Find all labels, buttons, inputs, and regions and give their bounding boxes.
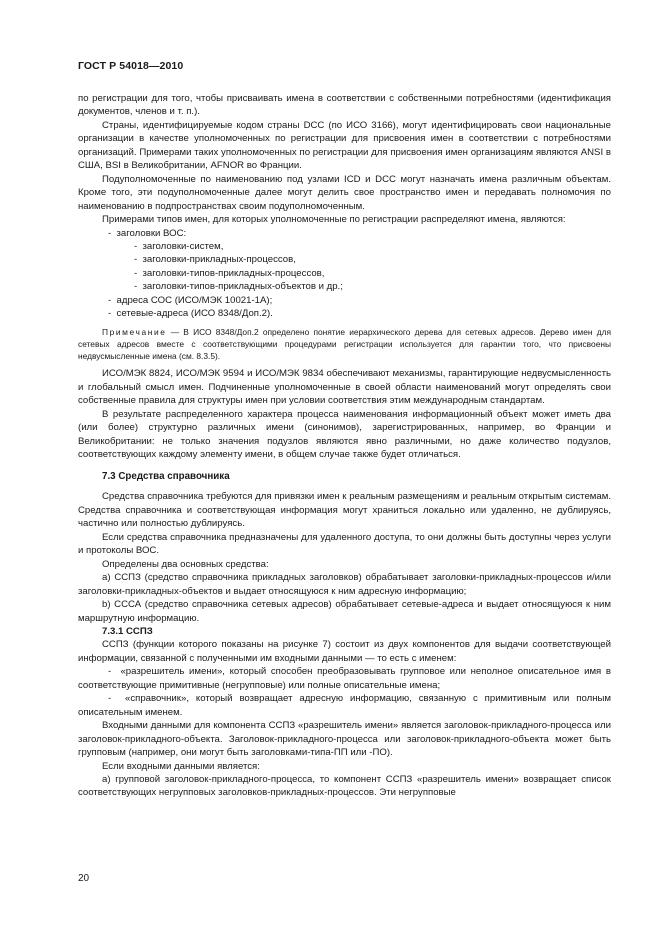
document-body xyxy=(78,92,611,800)
paragraph: Примерами типов имен, для которых уполномоченные по регистрации распределяют имена, являются: xyxy=(102,214,566,226)
list-item: - заголовки-прикладных-процессов, xyxy=(78,253,611,266)
paragraph: Если входными данными является: xyxy=(102,760,260,772)
section-heading: 7.3 Средства справочника xyxy=(102,471,230,483)
note-text: — В ИСО 8348/Доп.2 определено понятие иерархического дерева для сетевых адресов. Дерево имен для сетевых адресов вместе с соответствующими процедурами регистрации используется для гарантии того, что присвоены недвусмысленные имена (см. 8.3.5). xyxy=(78,326,611,362)
list-item: - заголовки ВОС: xyxy=(78,227,611,240)
paragraph: Страны, идентифицируемые кодом страны DCC (по ИСО 3166), могут идентифицировать свои национальные организации в качестве уполномоченных по регистрации для присвоения имен в соответствии с потребностями организаций. Примерами таких уполномоченных по регистрации для присвоения имен организациям являются ANSI в США, BSI в Великобритании, AFNOR во Франции. xyxy=(78,119,611,172)
list-item: - «разрешитель имени», который способен преобразовывать групповое или неполное описательное имя в соответствующие примитивные (негрупповые) или полные описательные имена; xyxy=(78,665,611,692)
list-item: - сетевые-адреса (ИСО 8348/Доп.2). xyxy=(78,307,611,320)
paragraph: ИСО/МЭК 8824, ИСО/МЭК 9594 и ИСО/МЭК 9834 обеспечивают механизмы, гарантирующие недвусмысленность и глобальный смысл имен. Подчиненные уполномоченные в своей области наименований могут определять свои собственные правила для структуры имен при условии соответствия этим международным стандартам. xyxy=(78,368,611,407)
document-header: ГОСТ Р 54018—2010 xyxy=(78,60,184,72)
list-item: - «справочник», который возвращает адресную информацию, связанную с примитивным или полным описательным именем. xyxy=(78,692,611,719)
subsection-heading: 7.3.1 ССПЗ xyxy=(102,626,153,638)
paragraph: a) групповой заголовок-прикладного-процесса, то компонент ССПЗ «разрешитель имени» возвращает список соответствующих негрупповых заголовков-прикладных-процессов. Эти негрупповые xyxy=(78,774,611,799)
paragraph: ССПЗ (функции которого показаны на рисунке 7) состоит из двух компонентов для выдачи соответствующей информации, связанной с полученными им входными данными — то есть с именем: xyxy=(78,639,611,664)
paragraph: по регистрации для того, чтобы присваивать имена в соответствии с собственными потребностями (идентификация документов, членов и т. п.). xyxy=(78,93,611,118)
paragraph: a) ССПЗ (средство справочника прикладных заголовков) обрабатывает заголовки-прикладных-процессов и/или заголовки-прикладных-объектов и выдает относящуюся к ним адресную информацию; xyxy=(78,572,611,597)
paragraph: Входными данными для компонента ССПЗ «разрешитель имени» является заголовок-прикладного-процесса или заголовок-прикладного-объекта. Заголовок-прикладного-процесса или заголовок-прикладного-объекта может быть групповым (например, они могут быть заголовками-типа-ПП или -ПО). xyxy=(78,720,611,759)
paragraph: Определены два основных средства: xyxy=(102,558,269,570)
paragraph: В результате распределенного характера процесса наименования информационный объект может иметь два (или более) структурно различных имени (синонимов), зарегистрированных, например, во Франции и Великобритании: не только значения подузлов являются явно различными, но даже количество подузлов, соответствующих каждому элементу имени, в общем случае также будет отличаться. xyxy=(78,408,611,461)
paragraph: Средства справочника требуются для привязки имен к реальным размещениям и реальным открытым системам. Средства справочника и соответствующая информация могут храниться локально или удаленно, не дублируясь, частично или полностью дублируясь. xyxy=(78,491,611,530)
list-item: - адреса СОС (ИСО/МЭК 10021-1А); xyxy=(78,294,611,307)
note-label: Примечание xyxy=(102,326,167,337)
page-number: 20 xyxy=(78,873,90,884)
paragraph: b) СССА (средство справочника сетевых адресов) обрабатывает сетевые-адреса и выдает относящуюся к ним маршрутную информацию. xyxy=(78,599,611,624)
paragraph: Подуполномоченные по наименованию под узлами ICD и DCC могут назначать имена различным объектам. Кроме того, эти подуполномоченные далее могут делить свое пространство имен и передавать полномочия по наименованию в подпространствах своим подуполномоченным. xyxy=(78,173,611,212)
list-item: - заголовки-типов-прикладных-объектов и др.; xyxy=(78,280,611,293)
note xyxy=(78,326,611,363)
paragraph: Если средства справочника предназначены для удаленного доступа, то они должны быть доступны через услуги и протоколы ВОС. xyxy=(78,531,611,557)
list-item: - заголовки-систем, xyxy=(78,240,611,253)
list-item: - заголовки-типов-прикладных-процессов, xyxy=(78,267,611,280)
